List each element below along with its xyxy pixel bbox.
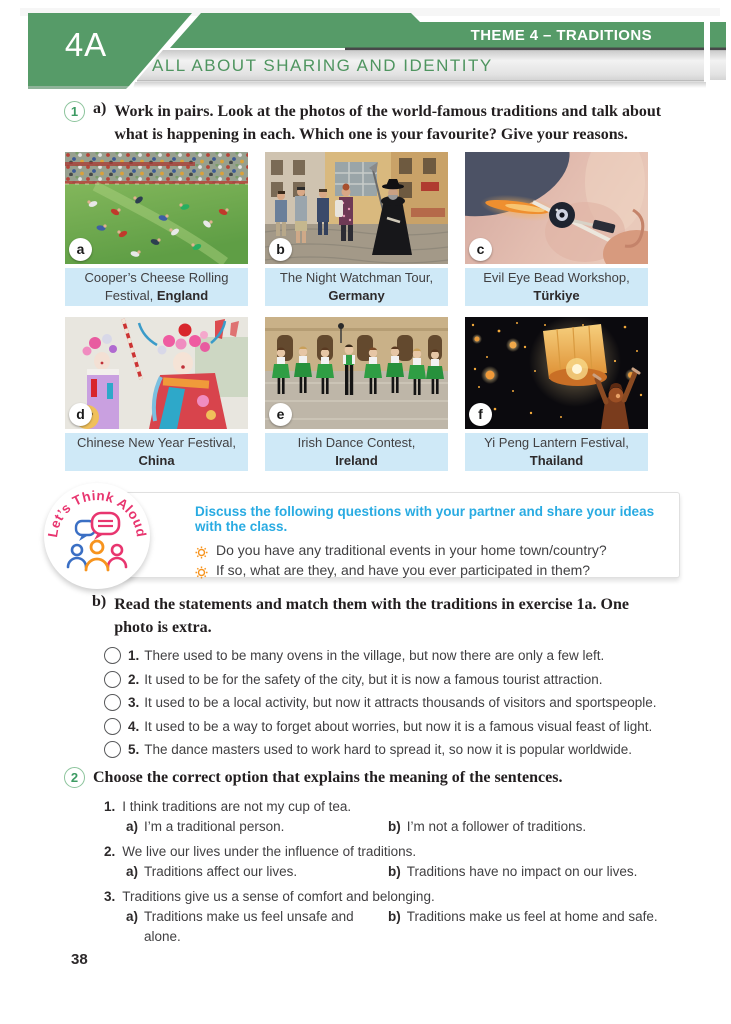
item-sentence: Traditions give us a sense of comfort and belonging. <box>122 889 435 904</box>
photo-letter-badge: a <box>69 238 92 261</box>
evil-eye-bead-photo <box>465 152 648 264</box>
photo-letter-badge: c <box>469 238 492 261</box>
answer-circle[interactable] <box>104 694 121 711</box>
think-aloud-badge-text: Let’s Think Aloud <box>44 487 150 539</box>
photo-caption: Irish Dance Contest, Ireland <box>265 433 448 471</box>
unit-code: 4A <box>64 26 108 63</box>
answer-circle[interactable] <box>104 647 121 664</box>
option-b: b) I’m not a follower of traditions. <box>388 819 587 834</box>
photo-caption: Chinese New Year Festival, China <box>65 433 248 471</box>
photo-caption: The Night Watchman Tour, Germany <box>265 268 448 306</box>
figure-yi-peng-lanterns <box>465 317 648 471</box>
statement-row: 3. It used to be a local activity, but now it attracts thousands of visitors and sportspeople. <box>104 693 674 712</box>
photo-caption: Evil Eye Bead Workshop, Türkiye <box>465 268 648 306</box>
answer-circle[interactable] <box>104 718 121 735</box>
statement-row: 2. It used to be for the safety of the city, but it is now a famous tourist attraction. <box>104 670 674 689</box>
exercise-1b-header <box>92 593 677 639</box>
traditions-photo-grid <box>65 152 648 471</box>
exercise-1-number-badge: 1 <box>64 101 85 122</box>
exercise-1a-header <box>64 100 679 146</box>
exercise-2-item: 3. Traditions give us a sense of comfort and belonging. a) Traditions make us feel unsafe and alone. b) Traditions make us feel at home and safe. <box>104 887 674 947</box>
exercise-2-header <box>64 766 684 789</box>
speech-bubbles-icon <box>76 513 119 541</box>
think-aloud-question: If so, what are they, and have you ever participated in them? <box>195 560 669 580</box>
figure-cheese-rolling <box>65 152 248 306</box>
exercise-2-items <box>104 797 674 952</box>
page-number: 38 <box>71 951 88 968</box>
think-aloud-heading: Discuss the following questions with your partner and share your ideas with the class. <box>195 504 655 534</box>
irish-dance-photo <box>265 317 448 429</box>
item-sentence: I think traditions are not my cup of tea. <box>122 799 352 814</box>
exercise-2-instruction: Choose the correct option that explains the meaning of the sentences. <box>93 769 563 786</box>
photo-letter-badge: b <box>269 238 292 261</box>
photo-letter-badge: f <box>469 403 492 426</box>
option-a: a) Traditions make us feel unsafe and alone. <box>126 909 354 944</box>
people-icon <box>68 541 126 570</box>
option-a: a) I’m a traditional person. <box>126 819 285 834</box>
think-aloud-question: Do you have any traditional events in your home town/country? <box>195 540 669 560</box>
think-aloud-badge <box>44 483 150 589</box>
exercise-2-number-badge: 2 <box>64 767 85 788</box>
figure-night-watchman <box>265 152 448 306</box>
option-b: b) Traditions make us feel at home and safe. <box>388 909 658 924</box>
theme-title: THEME 4 – TRADITIONS <box>470 27 652 44</box>
item-sentence: We live our lives under the influence of traditions. <box>122 844 417 859</box>
cheese-rolling-photo <box>65 152 248 264</box>
photo-caption: Yi Peng Lantern Festival, Thailand <box>465 433 648 471</box>
exercise-1a-part-label: a) <box>93 100 107 117</box>
statement-list <box>104 646 674 764</box>
yi-peng-lantern-photo <box>465 317 648 429</box>
exercise-2-item: 2. We live our lives under the influence of traditions. a) Traditions affect our lives. b) Traditions have no impact on our lives. <box>104 842 674 882</box>
statement-row: 1. There used to be many ovens in the village, but now there are only a few left. <box>104 646 674 665</box>
figure-chinese-new-year <box>65 317 248 471</box>
sun-bullet-icon <box>195 564 208 577</box>
sun-bullet-icon <box>195 544 208 557</box>
lets-think-aloud-section <box>44 483 686 585</box>
photo-letter-badge: e <box>269 403 292 426</box>
photo-letter-badge: d <box>69 403 92 426</box>
answer-circle[interactable] <box>104 741 121 758</box>
statement-row: 4. It used to be a way to forget about worries, but now it is a famous visual feast of light. <box>104 717 674 736</box>
figure-irish-dance <box>265 317 448 471</box>
exercise-1a-instruction: Work in pairs. Look at the photos of the world-famous traditions and talk about what is happening in each. Which one is your favourite? Give your reasons. <box>114 103 662 144</box>
think-aloud-box <box>100 492 680 578</box>
option-a: a) Traditions affect our lives. <box>126 864 298 879</box>
unit-subtitle: ALL ABOUT SHARING AND IDENTITY <box>152 56 493 75</box>
exercise-1b-instruction: Read the statements and match them with the traditions in exercise 1a. One photo is extra. <box>114 596 629 637</box>
photo-caption: Cooper’s Cheese Rolling Festival, England <box>65 268 248 306</box>
chinese-new-year-photo <box>65 317 248 429</box>
exercise-2-item: 1. I think traditions are not my cup of tea. a) I’m a traditional person. b) I’m not a follower of traditions. <box>104 797 674 837</box>
statement-row: 5. The dance masters used to work hard to spread it, so now it is popular worldwide. <box>104 740 674 759</box>
figure-evil-eye-workshop <box>465 152 648 306</box>
exercise-1b-part-label: b) <box>92 593 107 610</box>
answer-circle[interactable] <box>104 671 121 688</box>
option-b: b) Traditions have no impact on our lives. <box>388 864 638 879</box>
night-watchman-photo <box>265 152 448 264</box>
